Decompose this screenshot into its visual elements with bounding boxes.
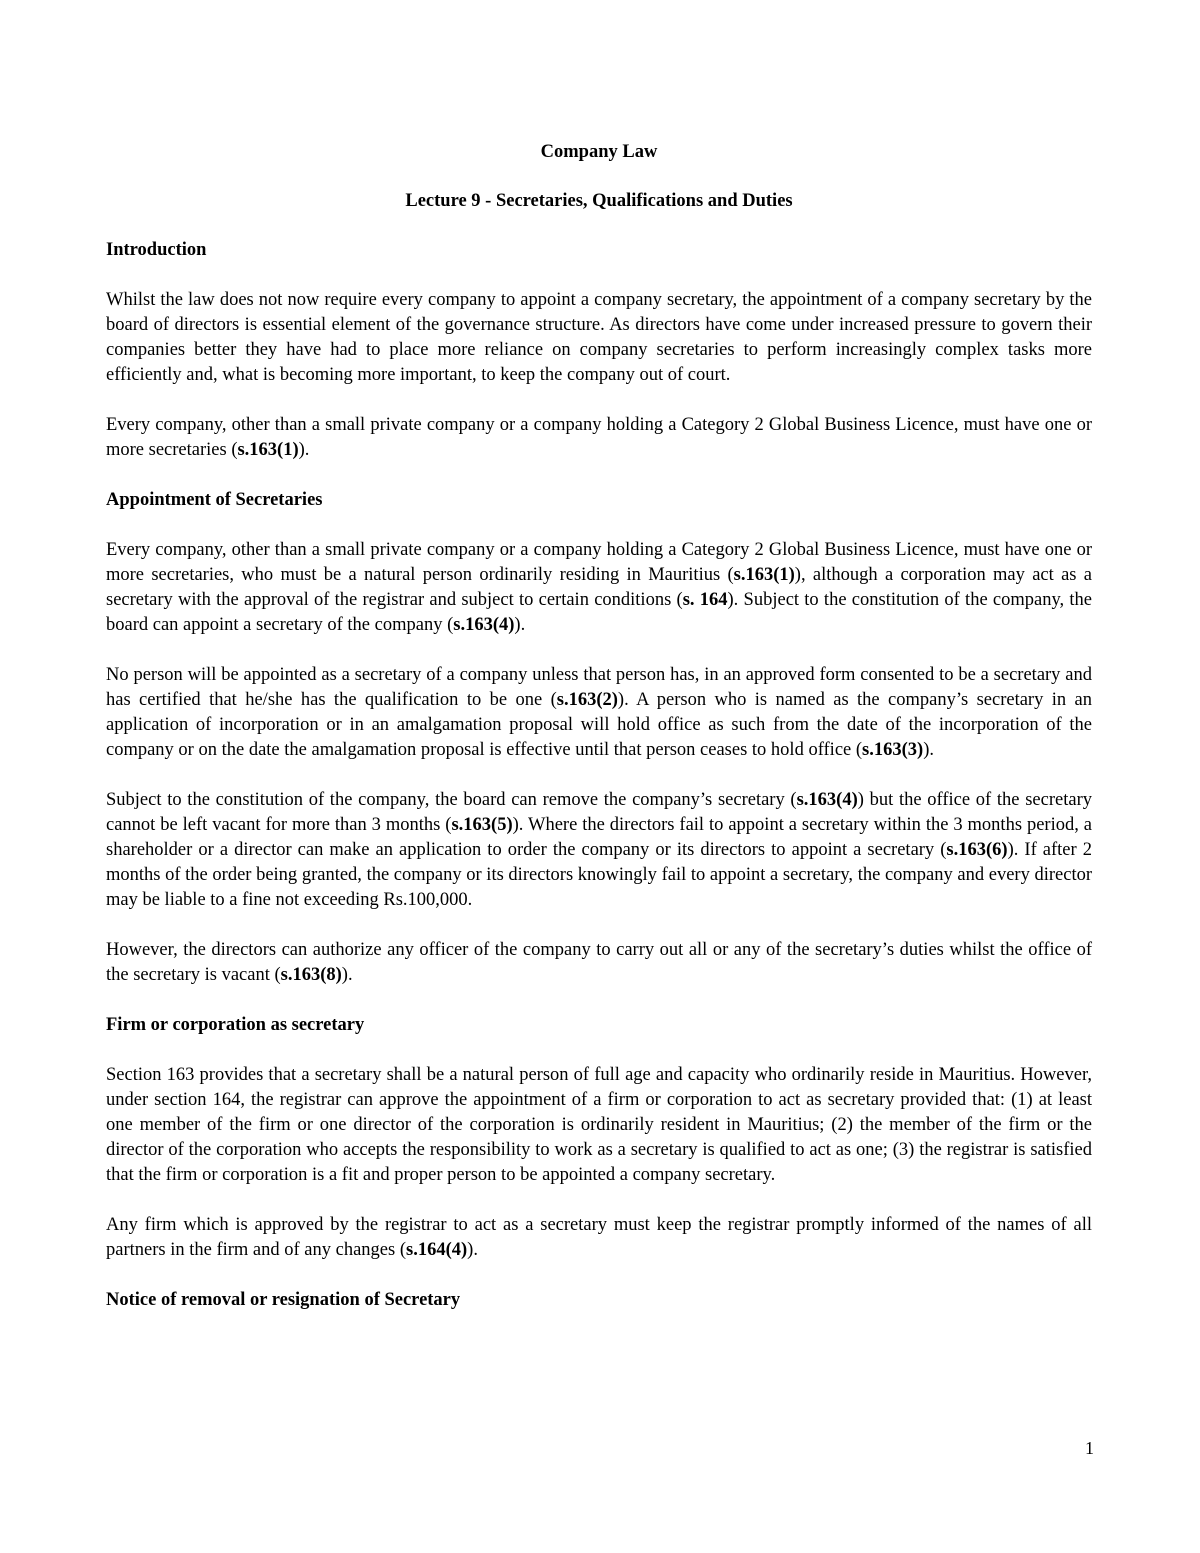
statute-reference: s.163(2) bbox=[556, 690, 618, 710]
body-paragraph: Every company, other than a small private company or a company holding a Category 2 Global Business Licence, must have one or more secretaries, who must be a natural person ordinarily residing in Mauritius (s.163(1)), although a corporation may act as a secretary with the approval of the registrar and subject to certain conditions (s. 164). Subject to the constitution of the company, the board can appoint a secretary of the company (s.163(4)). bbox=[106, 540, 1093, 635]
body-paragraph: Any firm which is approved by the registrar to act as a secretary must keep the registrar promptly informed of the names of all partners in the firm and of any changes (s.164(4)). bbox=[106, 1215, 1092, 1260]
section-heading: Appointment of Secretaries bbox=[106, 490, 323, 510]
body-paragraph: Section 163 provides that a secretary shall be a natural person of full age and capacity who ordinarily reside in Mauritius. However, under section 164, the registrar can approve the appointment of a firm or corporation to act as secretary provided that: (1) at least one member of the firm or one director of the corporation is ordinarily resident in Mauritius; (2) the member of the firm or the director of the corporation who accepts the responsibility to work as a secretary is qualified to act as one; (3) the registrar is satisfied that the firm or corporation is a fit and proper person to be appointed a company secretary. bbox=[106, 1065, 1092, 1185]
statute-reference: s.163(3) bbox=[862, 740, 924, 760]
page-number: 1 bbox=[1085, 1438, 1094, 1458]
statute-reference: s.164(4) bbox=[406, 1240, 468, 1260]
document-title: Company Law bbox=[540, 142, 658, 162]
statute-reference: s.163(6) bbox=[946, 840, 1008, 860]
body-paragraph: Every company, other than a small private company or a company holding a Category 2 Global Business Licence, must have one or more secretaries (s.163(1)). bbox=[106, 415, 1092, 460]
body-paragraph: Subject to the constitution of the company, the board can remove the company’s secretary (s.163(4)) but the office of the secretary cannot be left vacant for more than 3 months (s.163(5)). Where the directors fail to appoint a secretary within the 3 months period, a shareholder or a director can make an application to order the company or its directors to appoint a secretary (s.163(6)). If after 2 months of the order being granted, the company or its directors knowingly fail to appoint a secretary, the company and every director may be liable to a fine not exceeding Rs.100,000. bbox=[106, 790, 1092, 910]
statute-reference: s. 164 bbox=[682, 590, 728, 610]
section-heading: Firm or corporation as secretary bbox=[106, 1015, 365, 1035]
section-heading: Introduction bbox=[106, 240, 207, 260]
body-paragraph: No person will be appointed as a secretary of a company unless that person has, in an approved form consented to be a secretary and has certified that he/she has the qualification to be one (s.163(2)). A person who is named as the company’s secretary in an application of incorporation or in an amalgamation proposal will hold office as such from the date of the incorporation of the company or on the date the amalgamation proposal is effective until that person ceases to hold office (s.163(3)). bbox=[106, 665, 1092, 760]
statute-reference: s.163(4) bbox=[796, 790, 858, 810]
document-subtitle: Lecture 9 - Secretaries, Qualifications and Duties bbox=[405, 191, 793, 211]
statute-reference: s.163(5) bbox=[451, 815, 513, 835]
section-heading: Notice of removal or resignation of Secretary bbox=[106, 1290, 461, 1310]
statute-reference: s.163(1) bbox=[237, 440, 299, 460]
statute-reference: s.163(8) bbox=[280, 965, 342, 985]
body-paragraph: However, the directors can authorize any officer of the company to carry out all or any of the secretary’s duties whilst the office of the secretary is vacant (s.163(8)). bbox=[106, 940, 1092, 985]
document-page bbox=[106, 140, 1092, 1338]
statute-reference: s.163(4) bbox=[453, 615, 515, 635]
document-body bbox=[106, 238, 1092, 1313]
body-paragraph: Whilst the law does not now require every company to appoint a company secretary, the appointment of a company secretary by the board of directors is essential element of the governance structure. As directors have come under increased pressure to govern their companies better they have had to place more reliance on company secretaries to perform increasingly complex tasks more efficiently and, what is becoming more important, to keep the company out of court. bbox=[106, 290, 1092, 385]
statute-reference: s.163(1) bbox=[733, 565, 795, 585]
